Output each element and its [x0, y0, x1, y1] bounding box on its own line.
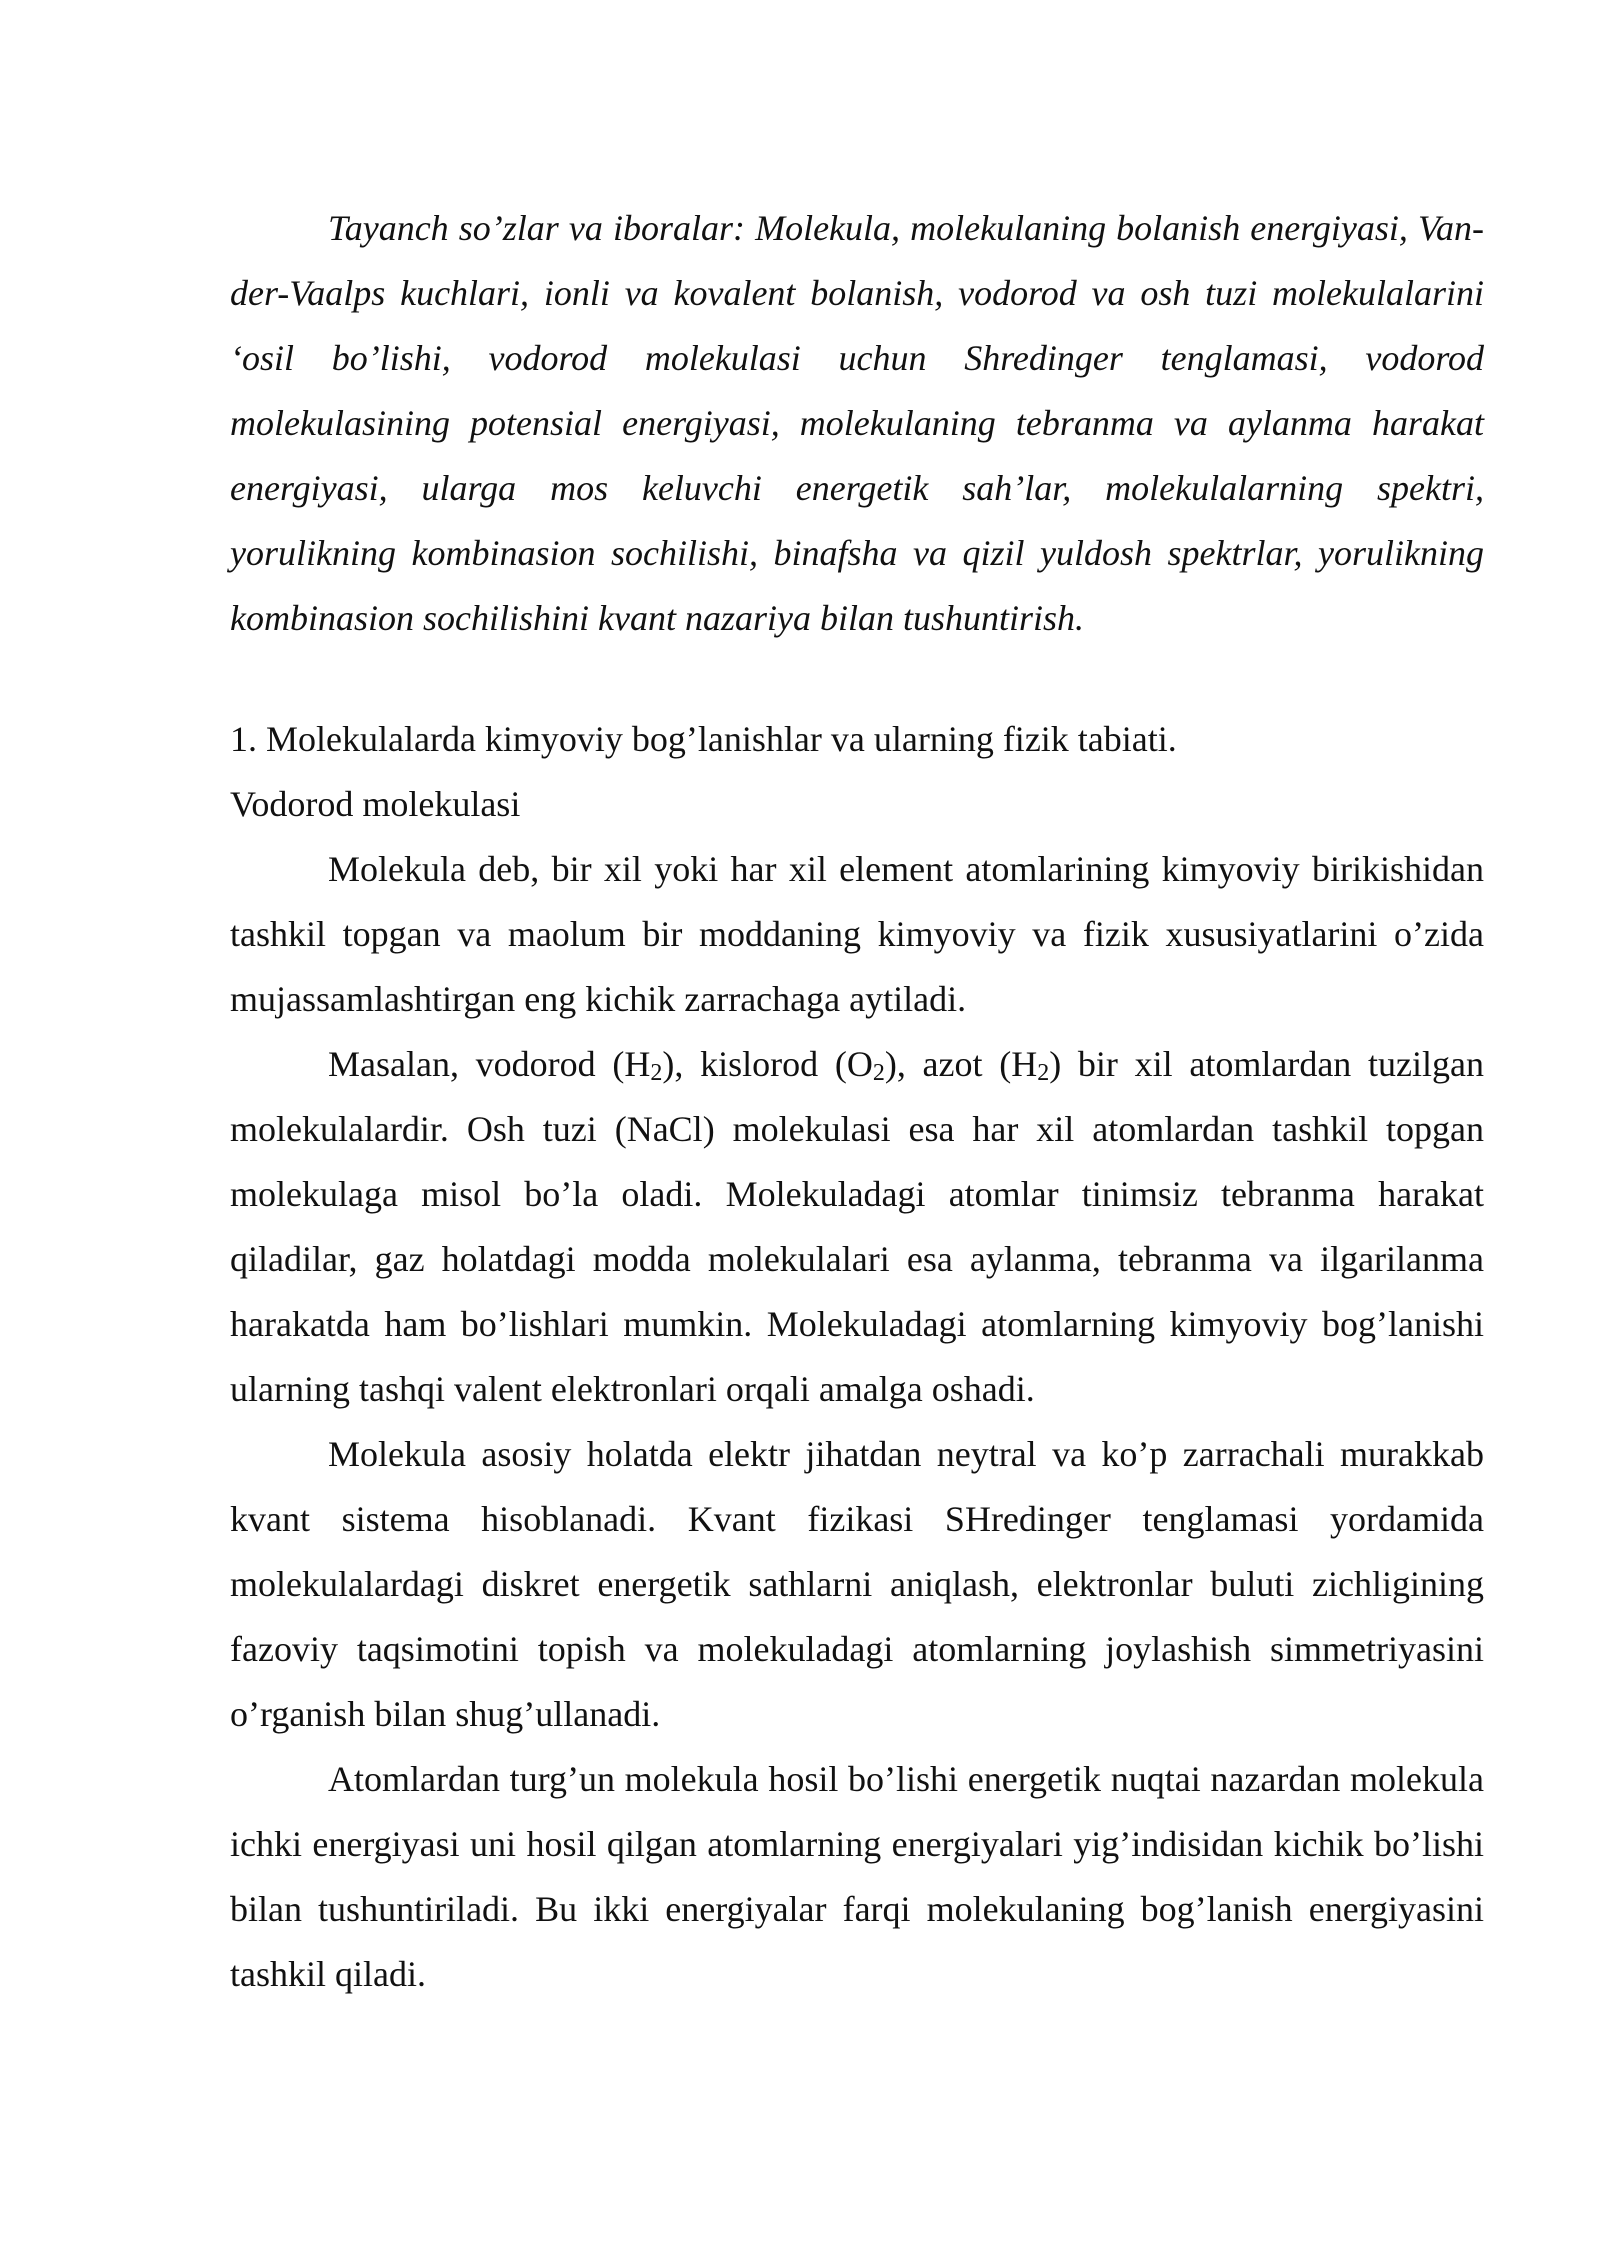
body-paragraph-examples — [230, 1032, 1484, 1422]
body-paragraph-quantum-system: Molekula asosiy holatda elektr jihatdan neytral va ko’p zarrachali murakkab kvant sistema hisoblanadi. Kvant fizikasi SHredinger tenglamasi yordamida molekulalardagi diskret energetik sathlarni aniqlash, elektronlar buluti zichligining fazoviy taqsimotini topish va molekuladagi atomlarning joylashish simmetriyasini o’rganish bilan shug’ullanadi. — [230, 1434, 1484, 1734]
section-heading: 1. Molekulalarda kimyoviy bog’lanishlar va ularning fizik tabiati. — [230, 719, 1177, 759]
subscript: 2 — [1037, 1060, 1050, 1086]
paragraph-text: ) bir xil atomlardan tuzilgan molekulalardir. Osh tuzi (NaCl) molekulasi esa har xil atomlardan tashkil topgan molekulaga misol bo’la oladi. Molekuladagi atomlar tinimsiz tebranma harakat qiladilar, gaz holatdagi modda molekulalari esa aylanma, tebranma va ilgarilanma harakatda ham bo’lishlari mumkin. Molekuladagi atomlarning kimyoviy bog’lanishi ularning tashqi valent elektronlari orqali amalga oshadi. — [230, 1044, 1484, 1409]
subscript: 2 — [872, 1060, 885, 1086]
subscript: 2 — [650, 1060, 663, 1086]
paragraph-text: Masalan, vodorod (H — [328, 1044, 651, 1084]
body-paragraph-molecule-definition: Molekula deb, bir xil yoki har xil element atomlarining kimyoviy birikishidan tashkil topgan va maolum bir moddaning kimyoviy va fizik xususiyatlarini o’zida mujassamlashtirgan eng kichik zarrachaga aytiladi. — [230, 849, 1484, 1019]
keywords-paragraph: Tayanch so’zlar va iboralar: Molekula, molekulaning bolanish energiyasi, Van-der-Vaalps kuchlari, ionli va kovalent bolanish, vodorod va osh tuzi molekulalarini ‘osil bo’lishi, vodorod molekulasi uchun Shredinger tenglamasi, vodorod molekulasining potensial energiyasi, molekulaning tebranma va aylanma harakat energiyasi, ularga mos keluvchi energetik sah’lar, molekulalarning spektri, yorulikning kombinasion sochilishi, binafsha va qizil yuldosh spektrlar, yorulikning kombinasion sochilishini kvant nazariya bilan tushuntirish. — [230, 208, 1484, 638]
subheading: Vodorod molekulasi — [230, 784, 521, 824]
paragraph-text: ), azot (H — [884, 1044, 1038, 1084]
paragraph-text: ), kislorod (O — [662, 1044, 873, 1084]
body-paragraph-binding-energy: Atomlardan turg’un molekula hosil bo’lishi energetik nuqtai nazardan molekula ichki energiyasi uni hosil qilgan atomlarning energiyalari yig’indisidan kichik bo’lishi bilan tushuntiriladi. Bu ikki energiyalar farqi molekulaning bog’lanish energiyasini tashkil qiladi. — [230, 1759, 1484, 1994]
document-page — [230, 196, 1484, 2007]
